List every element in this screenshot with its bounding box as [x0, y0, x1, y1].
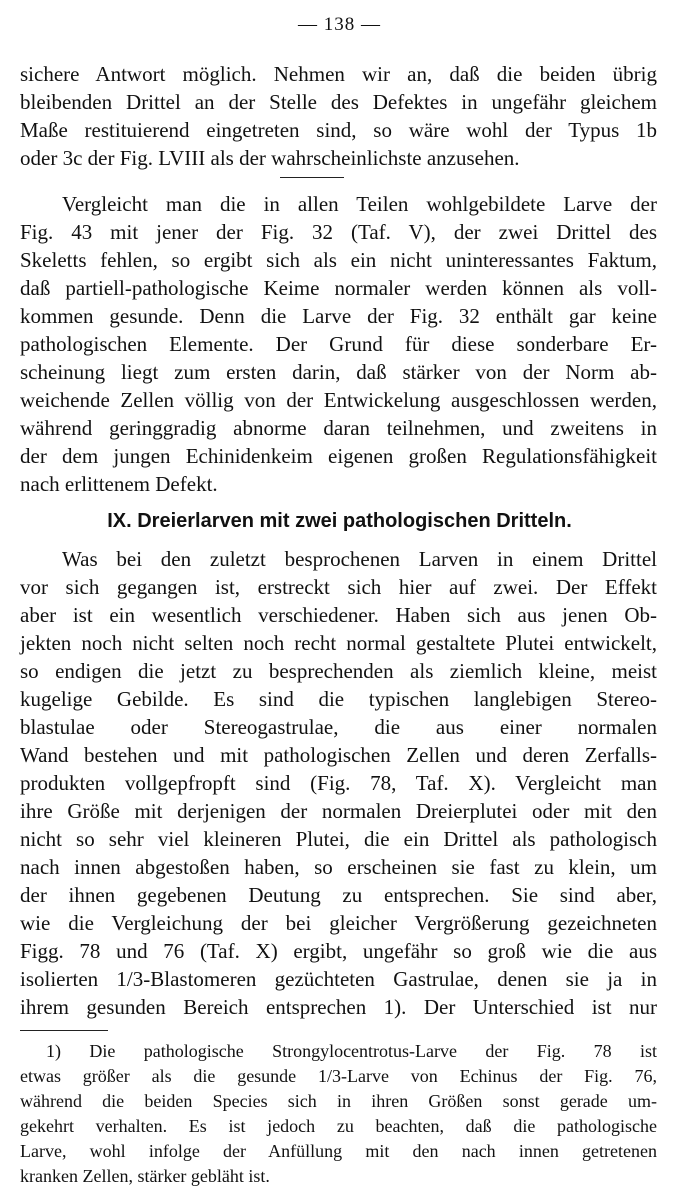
footnote-line: 1) Die pathologische Strongylocentrotus-Larve der Fig. 78 ist [46, 1041, 657, 1061]
text-line: Vergleicht man die in allen Teilen wohlgebildete Larve der [62, 192, 657, 216]
section-heading: IX. Dreierlarven mit zwei pathologischen Dritteln. [107, 510, 572, 532]
text-line: weichende Zellen völlig von der Entwickelung ausgeschlossen werden, [20, 388, 657, 412]
text-line: nach innen abgestoßen haben, so erscheinen sie fast zu klein, um [20, 855, 657, 879]
text-line: nicht so sehr viel kleineren Plutei, die ein Drittel als pathologisch [20, 827, 657, 851]
text-line: Skeletts fehlen, so ergibt sich als ein nicht uninteressantes Faktum, [20, 248, 657, 272]
text-line: isolierten 1/3-Blastomeren gezüchteten Gastrulae, denen sie ja in [20, 967, 657, 991]
text-line: kommen gesunde. Denn die Larve der Fig. 32 enthält gar keine [20, 304, 657, 328]
text-line: der ihnen gegebenen Deutung zu entsprechen. Sie sind aber, [20, 883, 657, 907]
text-line: Figg. 78 und 76 (Taf. X) ergibt, ungefähr so groß wie die aus [20, 939, 657, 963]
text-line: bleibenden Drittel an der Stelle des Defektes in ungefähr gleichem [20, 90, 657, 114]
text-line: so endigen die jetzt zu besprechenden als ziemlich kleine, meist [20, 659, 657, 683]
text-line: aber ist ein wesentlich verschiedener. Haben sich aus jenen Ob- [20, 603, 657, 627]
text-line: der dem jungen Echinidenkeim eigenen großen Regulationsfähigkeit [20, 444, 657, 468]
text-line: jekten noch nicht selten noch recht normal gestaltete Plutei entwickelt, [20, 631, 657, 655]
text-line: vor sich gegangen ist, erstreckt sich hier auf zwei. Der Effekt [20, 575, 657, 599]
text-line: Wand bestehen und mit pathologischen Zellen und deren Zerfalls- [20, 743, 657, 767]
text-line: produkten vollgepfropft sind (Fig. 78, Taf. X). Vergleicht man [20, 771, 657, 795]
text-line: Fig. 43 mit jener der Fig. 32 (Taf. V), der zwei Drittel des [20, 220, 657, 244]
footnote-rule [20, 1030, 108, 1031]
text-line: nach erlittenem Defekt. [20, 472, 218, 496]
text-line: Maße restituierend eingetreten sind, so wäre wohl der Typus 1b [20, 118, 657, 142]
footnote-line: kranken Zellen, stärker gebläht ist. [20, 1166, 270, 1186]
text-line: daß partiell-pathologische Keime normaler werden können als voll- [20, 276, 657, 300]
text-line: ihre Größe mit derjenigen der normalen Dreierplutei oder mit den [20, 799, 657, 823]
footnote-line: Larve, wohl infolge der Anfüllung mit den nach innen getretenen [20, 1141, 657, 1161]
text-line: kugelige Gebilde. Es sind die typischen langlebigen Stereo- [20, 687, 657, 711]
text-line: während geringgradig abnorme daran teilnehmen, und zweitens in [20, 416, 657, 440]
text-line: sichere Antwort möglich. Nehmen wir an, daß die beiden übrig [20, 62, 657, 86]
footnote-line: während die beiden Species sich in ihren Größen sonst gerade um- [20, 1091, 657, 1111]
page-number: — 138 — [298, 14, 381, 35]
text-line: blastulae oder Stereogastrulae, die aus einer normalen [20, 715, 657, 739]
text-line: scheinung liegt zum ersten darin, daß stärker von der Norm ab- [20, 360, 657, 384]
text-line: pathologischen Elemente. Der Grund für diese sonderbare Er- [20, 332, 657, 356]
text-line: wie die Vergleichung der bei gleicher Vergrößerung gezeichneten [20, 911, 657, 935]
footnote-line: etwas größer als die gesunde 1/3-Larve von Echinus der Fig. 76, [20, 1066, 657, 1086]
text-line: oder 3c der Fig. LVIII als der wahrscheinlichste anzusehen. [20, 146, 520, 170]
section-divider [280, 177, 344, 178]
footnote-line: gekehrt verhalten. Es ist jedoch zu beachten, daß die pathologische [20, 1116, 657, 1136]
text-line: Was bei den zuletzt besprochenen Larven in einem Drittel [62, 547, 657, 571]
text-line: ihrem gesunden Bereich entsprechen 1). Der Unterschied ist nur [20, 995, 657, 1019]
